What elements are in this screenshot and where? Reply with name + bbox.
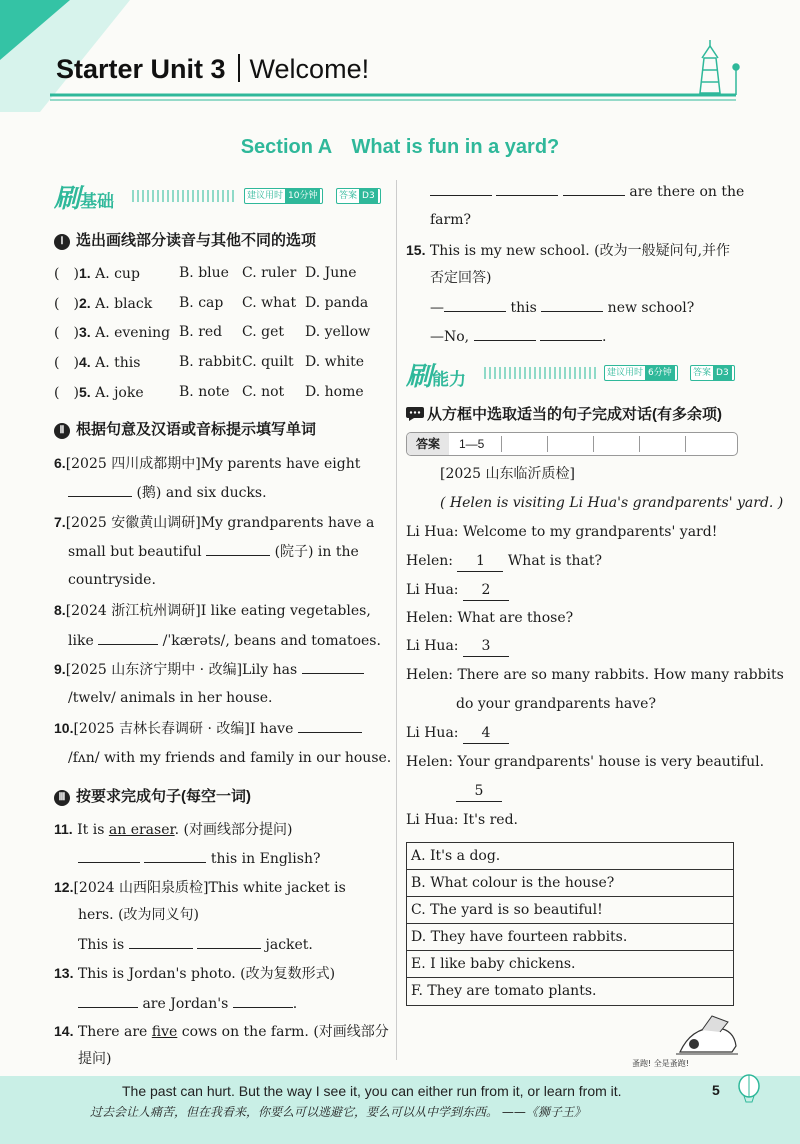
question-15: 15. This is my new school. (改为一般疑问句,并作 — [406, 242, 731, 259]
dialogue-line: Li Hua: Welcome to my grandparents' yard! — [406, 524, 718, 540]
question-12: 12.[2024 山西阳泉质检]This white jacket is — [54, 879, 346, 896]
option-b: B. rabbit — [179, 354, 242, 370]
part1-heading: Ⅰ 选出画线部分读音与其他不同的选项 — [54, 229, 316, 250]
list-item: ( )1. A. cup — [54, 265, 140, 282]
option-item: F. They are tomato plants. — [411, 983, 597, 999]
list-item: ( )3. A. evening — [54, 324, 171, 341]
answer-tag: 答案 D3 — [690, 365, 735, 381]
unit-title: Starter Unit 3 Welcome! — [56, 54, 370, 84]
question-15-line2: 否定回答) — [430, 270, 492, 286]
banner-stripe — [484, 367, 596, 379]
question-7-line2: small but beautiful (院子) in the — [68, 541, 359, 562]
question-9: 9.[2025 山东济宁期中 · 改编]Lily has — [54, 659, 364, 680]
question-9-line2: /twelv/ animals in her house. — [68, 690, 273, 706]
option-b: B. note — [179, 384, 230, 400]
question-10-line2: /fʌn/ with my friends and family in our house. — [68, 750, 392, 766]
question-12-line3: This is jacket. — [78, 934, 313, 955]
answer-strip — [406, 432, 738, 456]
dialogue-line: Li Hua: 4 — [406, 723, 509, 744]
options-box — [406, 842, 734, 1006]
question-6-line2: (鹅) and six ducks. — [68, 482, 267, 503]
option-c: C. what — [242, 295, 297, 311]
option-item: B. What colour is the house? — [407, 870, 733, 897]
answer-strip-label: 答案 — [407, 433, 449, 455]
part3-heading: Ⅲ 按要求完成句子(每空一词) — [54, 785, 251, 806]
mascot-illustration — [672, 1012, 742, 1058]
question-11-line2: this in English? — [78, 848, 320, 869]
question-14-continued-line2: farm? — [430, 212, 472, 228]
question-7-line3: countryside. — [68, 572, 156, 588]
option-b: B. blue — [179, 265, 229, 281]
option-item: E. I like baby chickens. — [407, 951, 733, 978]
question-10: 10.[2025 吉林长春调研 · 改编]I have — [54, 718, 362, 739]
answer-tag: 答案 D3 — [336, 188, 381, 204]
question-15-line3: — this new school? — [430, 297, 694, 318]
dialogue-line: Li Hua: 3 — [406, 636, 509, 657]
ability-banner: 刷能力 — [406, 362, 467, 392]
question-13-line2: are Jordan's . — [78, 993, 297, 1014]
balloon-icon — [736, 1074, 762, 1104]
section-title: Section A What is fun in a yard? — [240, 136, 560, 158]
dialogue-line: Helen: What are those? — [406, 610, 574, 626]
time-tag: 建议用时 6分钟 — [604, 365, 678, 381]
option-item: D. They have fourteen rabbits. — [407, 924, 733, 951]
chat-bubble-icon — [406, 407, 424, 421]
question-11: 11. It is an eraser. (对画线部分提问) — [54, 821, 293, 838]
dialogue-line-cont: 5 — [456, 781, 502, 802]
question-12-line2: hers. (改为同义句) — [78, 907, 200, 923]
page-number: 5 — [712, 1082, 720, 1098]
option-d: D. panda — [305, 295, 369, 311]
list-item: ( )4. A. this — [54, 354, 141, 371]
dialogue-line: Helen: There are so many rabbits. How many rabbits — [406, 667, 784, 683]
dialogue-line: Helen: 1 What is that? — [406, 551, 602, 572]
question-8-line2: like /ˈkærəts/, beans and tomatoes. — [68, 630, 381, 651]
banner-stripe — [132, 190, 236, 202]
question-14-continued: are there on the — [430, 181, 744, 202]
list-item: ( )2. A. black — [54, 295, 153, 312]
question-14-line2: 提问) — [78, 1051, 112, 1067]
list-item: ( )5. A. joke — [54, 384, 144, 401]
option-c: C. not — [242, 384, 285, 400]
option-item: A. It's a dog. — [407, 843, 733, 870]
question-13: 13. This is Jordan's photo. (改为复数形式) — [54, 965, 336, 982]
answer-strip-range: 1—5 — [459, 437, 485, 451]
dialogue-line: Li Hua: It's red. — [406, 812, 518, 828]
option-c: C. quilt — [242, 354, 294, 370]
option-item: C. The yard is so beautiful! — [407, 897, 733, 924]
time-tag: 建议用时 10分钟 — [244, 188, 323, 204]
question-6: 6.[2025 四川成都期中]My parents have eight — [54, 455, 361, 472]
quote-chinese: 过去会让人痛苦，但在我看来，你要么可以逃避它，要么可以从中学到东西。 ——《狮子王》 — [90, 1105, 586, 1119]
page-header — [0, 0, 800, 112]
ability-part-heading: 从方框中选取适当的句子完成对话(有多余项) — [406, 403, 722, 424]
dialogue-source: [2025 山东临沂质检] — [440, 466, 576, 482]
option-b: B. red — [179, 324, 223, 340]
option-c: C. ruler — [242, 265, 297, 281]
column-divider — [396, 180, 397, 1060]
dialogue-line: Helen: Your grandparents' house is very beautiful. — [406, 754, 765, 770]
motto-text: 蚤跑! 全是蚤跑! — [632, 1059, 689, 1068]
question-8: 8.[2024 浙江杭州调研]I like eating vegetables, — [54, 602, 371, 619]
dialogue-context: ( Helen is visiting Li Hua's grandparents' yard. ) — [440, 495, 784, 511]
question-15-line4: —No, . — [430, 326, 607, 347]
unit-subtitle: Welcome! — [249, 54, 370, 84]
dialogue-line-cont: do your grandparents have? — [456, 696, 656, 712]
option-d: D. June — [305, 265, 357, 281]
option-c: C. get — [242, 324, 284, 340]
dialogue-line: Li Hua: 2 — [406, 580, 509, 601]
part2-heading: Ⅱ 根据句意及汉语或音标提示填写单词 — [54, 418, 316, 439]
lighthouse-icon — [700, 40, 739, 95]
option-d: D. home — [305, 384, 364, 400]
basics-banner: 刷基础 — [54, 184, 115, 214]
quote-english: The past can hurt. But the way I see it, you can either run from it, or learn from it. — [122, 1083, 622, 1099]
question-7: 7.[2025 安徽黄山调研]My grandparents have a — [54, 514, 375, 531]
option-b: B. cap — [179, 295, 224, 311]
question-14: 14. There are five cows on the farm. (对画线部分 — [54, 1023, 389, 1040]
option-d: D. yellow — [305, 324, 371, 340]
option-d: D. white — [305, 354, 365, 370]
